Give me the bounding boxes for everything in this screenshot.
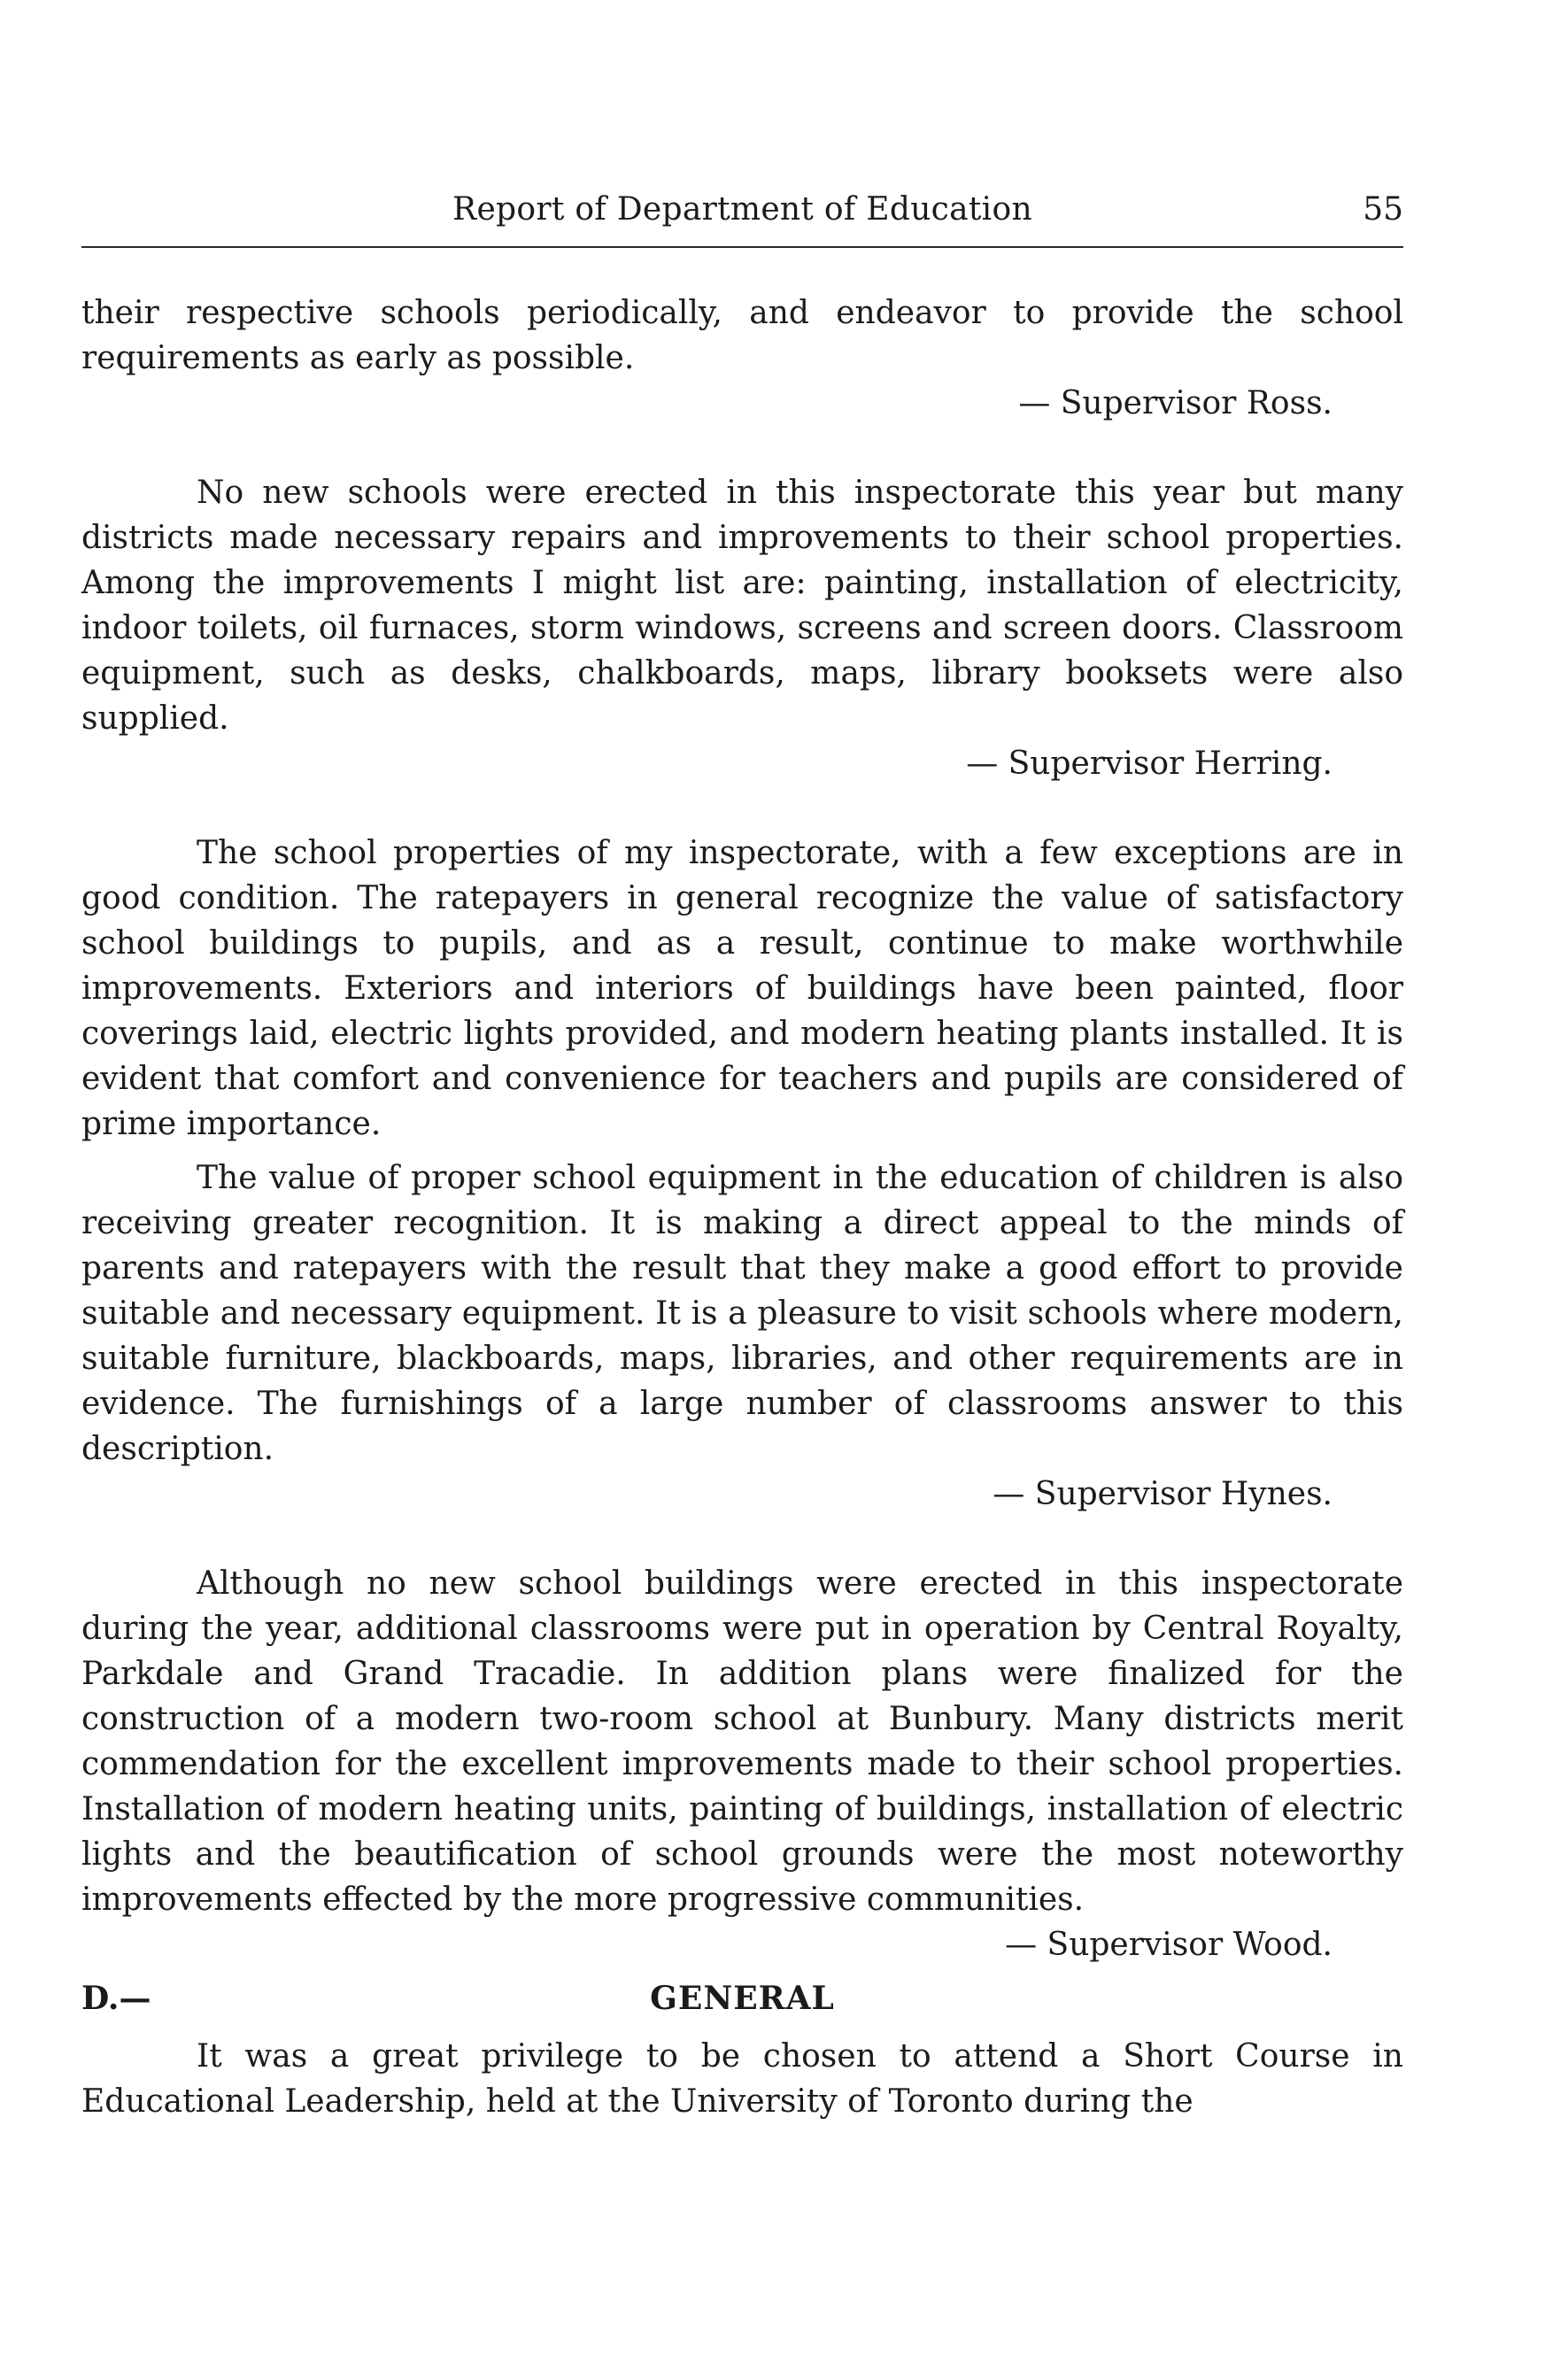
paragraph-general: It was a great privilege to be chosen to attend a Short Course in Educational Leadership, held at the University of Toronto during the xyxy=(81,2038,1403,2120)
page-number: 55 xyxy=(1363,191,1403,228)
running-header xyxy=(81,184,1403,248)
page-body xyxy=(81,290,1403,2124)
paragraph-hynes-1: The school properties of my inspectorate, with a few exceptions are in good condition. The ratepayers in general recognize the value of satisfactory school buildings to pupils, and as a result, continue to make worthwhile improvements. Exteriors and interiors of buildings have been painted, floor coverings laid, electric lights provided, and modern heating plants installed. It is evident that comfort and convenience for teachers and pupils are considered of prime importance. xyxy=(81,835,1403,1142)
paragraph-wood: Although no new school buildings were erected in this inspectorate during the year, additional classrooms were put in operation by Central Royalty, Parkdale and Grand Tracadie. In addition plans were finalized for the construction of a modern two-room school at Bunbury. Many districts merit commendation for the excellent improvements made to their school properties. Installation of modern heating units, painting of buildings, installation of electric lights and the beautification of school grounds were the most noteworthy improvements effected by the more progressive communities. xyxy=(81,1565,1403,1918)
signature-wood: — Supervisor Wood. xyxy=(1005,1927,1333,1963)
signature-ross: — Supervisor Ross. xyxy=(1018,385,1333,421)
paragraph-ross: their respective schools periodically, and endeavor to provide the school requirements as early as possible. xyxy=(81,295,1403,376)
signature-herring: — Supervisor Herring. xyxy=(966,746,1333,782)
section-heading xyxy=(81,1976,1403,2021)
section-letter: D.— xyxy=(81,1980,151,2017)
header-title: Report of Department of Education xyxy=(452,191,1032,228)
paragraph-hynes-2: The value of proper school equipment in the education of children is also receiving greater recognition. It is making a direct appeal to the minds of parents and ratepayers with the result that they make a good effort to provide suitable and necessary equipment. It is a pleasure to visit schools where modern, suitable furniture, blackboards, maps, libraries, and other requirements are in evidence. The furnishings of a large number of classrooms answer to this description. xyxy=(81,1160,1403,1467)
signature-hynes: — Supervisor Hynes. xyxy=(993,1476,1333,1512)
section-title: GENERAL xyxy=(650,1980,835,2017)
paragraph-herring: No new schools were erected in this inspectorate this year but many districts made necessary repairs and improvements to their school properties. Among the improvements I might list are: painting, installation of electricity, indoor toilets, oil furnaces, storm windows, screens and screen doors. Classroom equipment, such as desks, chalkboards, maps, library booksets were also supplied. xyxy=(81,475,1403,737)
